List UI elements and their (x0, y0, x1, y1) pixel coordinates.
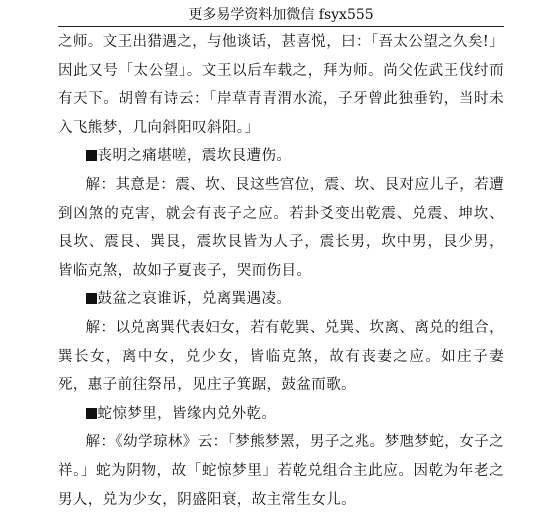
verse-heading-text: 鼓盆之哀谁诉，兑离巽遇凌。 (97, 291, 292, 308)
header-divider (58, 26, 504, 27)
document-body (58, 28, 504, 514)
black-square-icon (86, 150, 97, 161)
explanation-paragraph: 解：其意是：震、坎、艮这些宫位，震、坎、艮对应儿子，若遭到凶煞的克害，就会有丧子之应。若卦爻变出乾震、兑震、坤坎、艮坎、震艮、巽艮，震坎艮皆为人子，震长男，坎中男，艮少男，皆临克煞，故如子夏丧子，哭而伤目。 (58, 176, 504, 279)
verse-heading-text: 蛇惊梦里，皆缘内兑外乾。 (97, 405, 277, 422)
page-header: 更多易学资料加微信 fsyx555 (188, 7, 374, 23)
paragraph-continuation: 之师。文王出猎遇之，与他谈话，甚喜悦，曰：「吾太公望之久矣!」因此又号「太公望」。文王以后车载之，拜为师。尚父佐武王伐纣而有天下。胡曾有诗云：「岸草青青渭水流，子牙曾此独垂钓，当时未入飞熊梦，几向斜阳叹斜阳。」 (58, 34, 504, 136)
black-square-icon (86, 293, 97, 304)
explanation-paragraph: 解：以兑离巽代表妇女，若有乾巽、兑巽、坎离、离兑的组合，巽长女，离中女，兑少女，皆临克煞，故有丧妻之应。如庄子妻死，惠子前往祭吊，见庄子箕踞，鼓盆而歌。 (58, 319, 504, 394)
verse-heading-text: 丧明之痛堪嗟，震坎艮遭伤。 (97, 148, 292, 165)
verse-heading (58, 285, 504, 314)
explanation-paragraph: 解：《幼学琼林》云：「梦熊梦罴，男子之兆。梦虺梦蛇，女子之祥。」蛇为阴物，故「蛇惊梦里」若乾兑组合主此应。因乾为年老之男人，兑为少女，阴盛阳衰，故主常生女儿。 (58, 434, 504, 508)
verse-heading (58, 400, 504, 429)
verse-heading (58, 142, 504, 171)
black-square-icon (86, 408, 97, 419)
